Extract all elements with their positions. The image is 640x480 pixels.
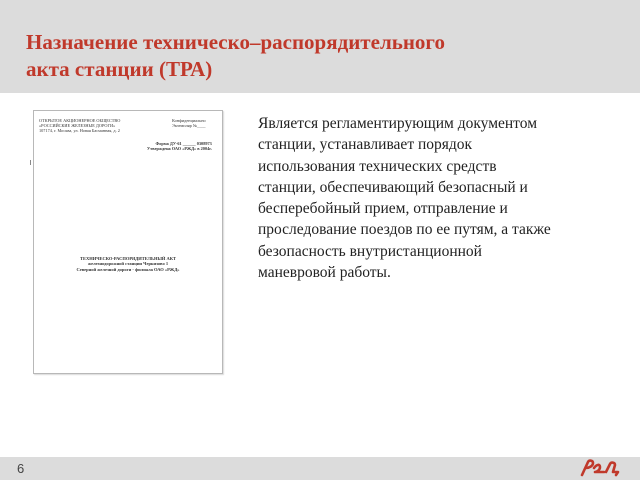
margin-mark (30, 160, 31, 165)
document-form-number (147, 141, 212, 151)
body-line: проследование поездов по ее путям, а также (258, 221, 551, 239)
document-organization (39, 118, 120, 134)
footer-bar (0, 457, 640, 480)
document-title-line: Северной железной дороги - филиала ОАО «РЖД» (76, 266, 180, 272)
document-org-line: ОТКРЫТОЕ АКЦИОНЕРНОЕ ОБЩЕСТВО (39, 118, 121, 123)
body-line: бесперебойный прием, отправление и (258, 200, 508, 218)
body-line: использования технических средств (258, 157, 497, 175)
slide-title-line-1: Назначение техническо–распорядительного (26, 30, 445, 54)
slide-title-line-2: акта станции (ТРА) (26, 57, 213, 81)
rzd-logo-icon (578, 458, 622, 478)
document-form-line: Утверждена ОАО «РЖД» в 2004г. (147, 146, 212, 152)
document-copy-line: Экземпляр №____ (172, 123, 206, 129)
body-line: станции, обеспечивающий безопасный и (258, 178, 528, 196)
document-title-line: ТЕХНИЧЕСКО-РАСПОРЯДИТЕЛЬНЫЙ АКТ (79, 256, 177, 261)
page-number: 6 (17, 461, 25, 476)
document-title (34, 256, 222, 272)
body-line: станции, устанавливает порядок (258, 136, 473, 154)
body-line: безопасность внутристанционной (258, 242, 482, 260)
body-line: маневровой работы. (258, 264, 391, 282)
document-title-line: железнодорожной станции Черкизово 1 (87, 261, 169, 267)
body-line: Является регламентирующим документом (258, 115, 538, 132)
slide-title (26, 29, 445, 83)
document-thumbnail (33, 110, 223, 374)
document-copy-note (172, 118, 206, 128)
document-org-line: 107174, г. Москва, ул. Новая Басманная, д. 2 (39, 128, 120, 134)
slide-body-text (258, 113, 608, 283)
document-form-line: Форма ДУ-61 ______ 0308973 (155, 141, 212, 146)
document-org-line: «РОССИЙСКИЕ ЖЕЛЕЗНЫЕ ДОРОГИ» (39, 123, 116, 129)
document-copy-line: Конфиденциально (172, 118, 206, 123)
